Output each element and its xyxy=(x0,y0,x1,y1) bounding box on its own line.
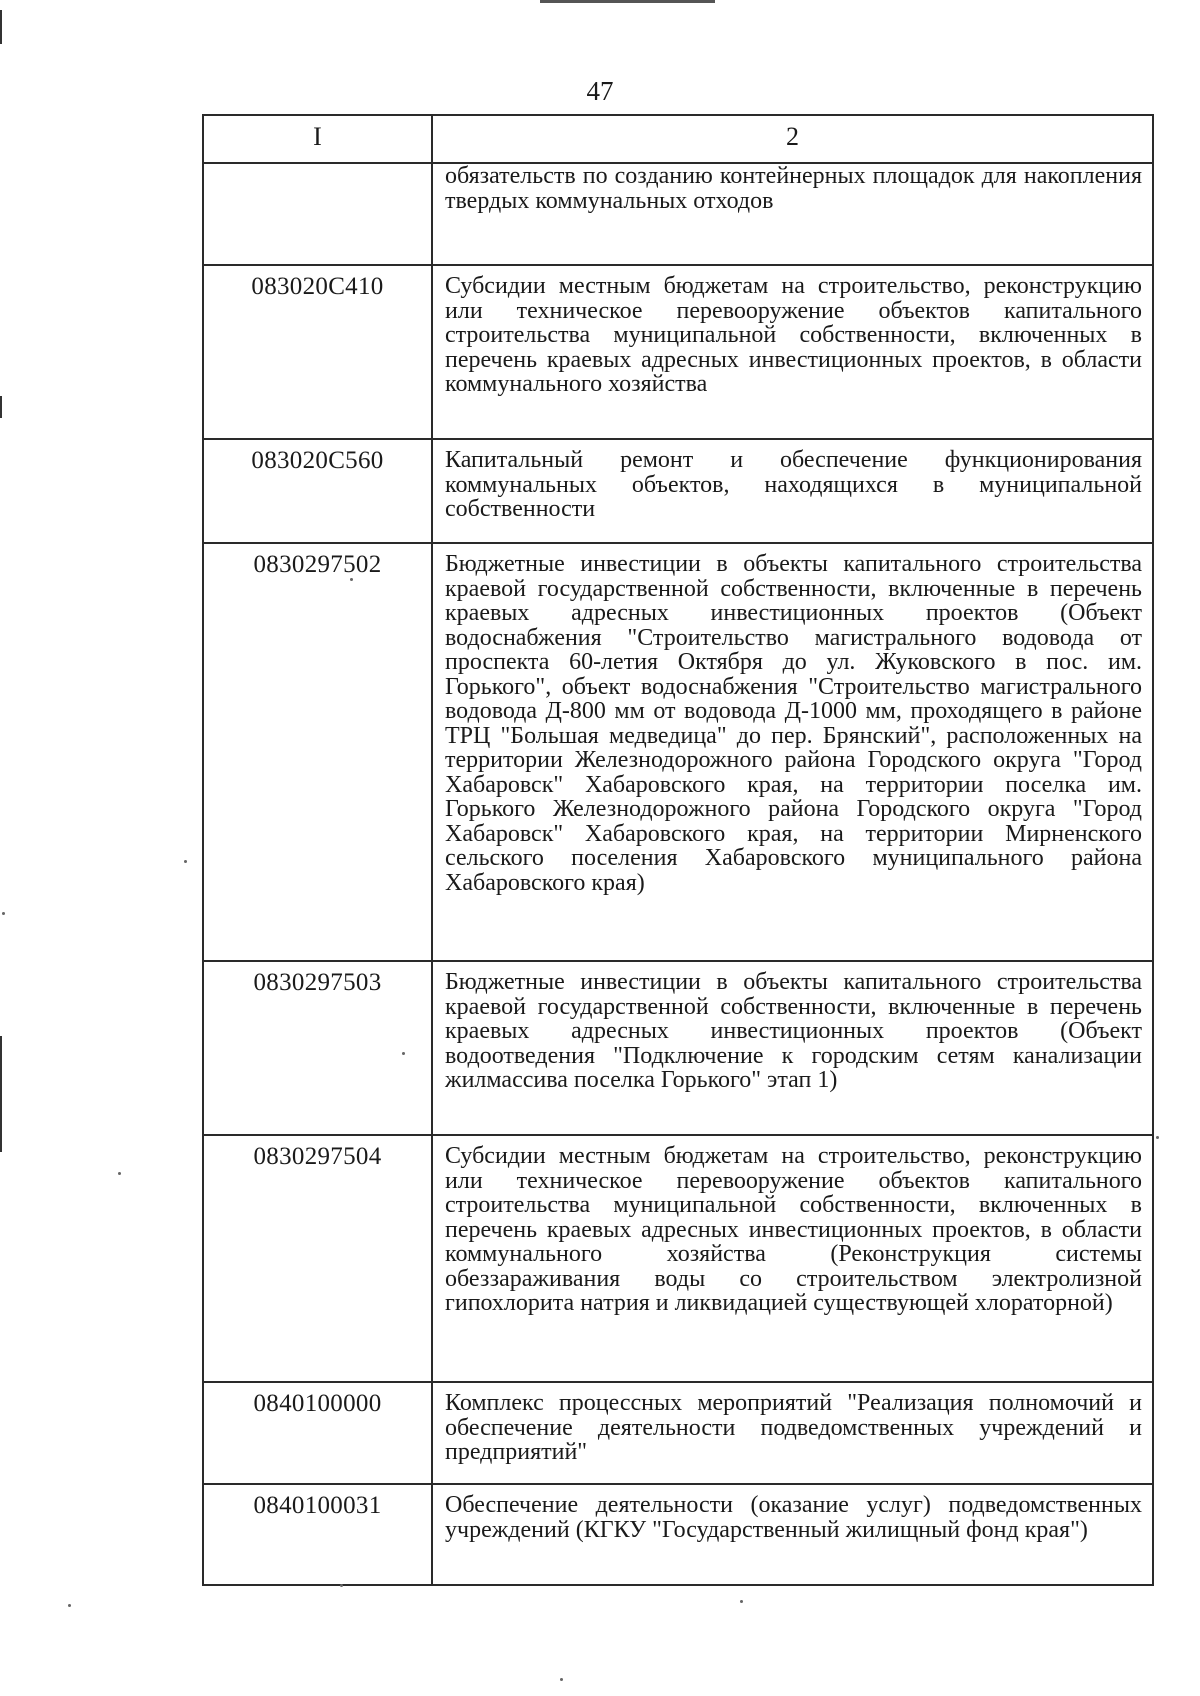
scan-dust-dot xyxy=(1156,1136,1159,1139)
scan-edge-mark xyxy=(0,396,2,418)
table-row xyxy=(203,1484,1153,1585)
table-row xyxy=(203,961,1153,1135)
budget-codes-table xyxy=(202,114,1154,1586)
scan-edge-mark xyxy=(0,1036,2,1152)
table-row xyxy=(203,439,1153,543)
page-number: 47 xyxy=(586,76,614,106)
row-code: 083020С410 xyxy=(203,265,432,439)
row-description: Субсидии местным бюджетам на строительство, реконструкцию или техническое перевооружение объектов капитального строительства муниципальной собственности, включенных в перечень краевых адресных инвестиционных проектов, в области коммунального хозяйства (Реконструкция системы обеззараживания воды со строительством электролизной гипохлорита натрия и ликвидацией существующей хлораторной) xyxy=(432,1135,1153,1382)
row-description: Бюджетные инвестиции в объекты капитального строительства краевой государственной собственности, включенные в перечень краевых адресных инвестиционных проектов (Объект водоотведения "Подключение к городским сетям канализации жилмассива поселка Горького" этап 1) xyxy=(432,961,1153,1135)
row-description: Субсидии местным бюджетам на строительство, реконструкцию или техническое перевооружение объектов капитального строительства муниципальной собственности, включенных в перечень краевых адресных инвестиционных проектов, в области коммунального хозяйства xyxy=(432,265,1153,439)
row-code xyxy=(203,163,432,265)
scan-edge-mark xyxy=(0,10,2,44)
scan-dust-dot xyxy=(340,1584,343,1587)
row-code: 083020С560 xyxy=(203,439,432,543)
table-row xyxy=(203,1135,1153,1382)
column-header-description: 2 xyxy=(432,115,1153,163)
row-code: 0840100000 xyxy=(203,1382,432,1484)
row-code: 0840100031 xyxy=(203,1484,432,1585)
table-row xyxy=(203,163,1153,265)
table-row xyxy=(203,543,1153,961)
scan-dust-dot xyxy=(68,1604,71,1607)
row-description: Капитальный ремонт и обеспечение функционирования коммунальных объектов, находящихся в муниципальной собственности xyxy=(432,439,1153,543)
scan-dust-dot xyxy=(402,1052,405,1055)
scan-dust-dot xyxy=(560,1678,563,1681)
scan-dust-dot xyxy=(740,1600,743,1603)
scan-dust-dot xyxy=(118,1172,121,1175)
row-description: Обеспечение деятельности (оказание услуг) подведомственных учреждений (КГКУ "Государственный жилищный фонд края") xyxy=(432,1484,1153,1585)
scan-dust-dot xyxy=(2,912,5,915)
scan-dust-dot xyxy=(184,860,187,863)
scan-dust-dot xyxy=(350,578,353,581)
row-code: 0830297502 xyxy=(203,543,432,961)
row-description: обязательств по созданию контейнерных площадок для накопления твердых коммунальных отходов xyxy=(432,163,1153,265)
scan-top-rule xyxy=(540,0,715,3)
row-code: 0830297504 xyxy=(203,1135,432,1382)
row-description: Комплекс процессных мероприятий "Реализация полномочий и обеспечение деятельности подведомственных учреждений и предприятий" xyxy=(432,1382,1153,1484)
row-description: Бюджетные инвестиции в объекты капитального строительства краевой государственной собственности, включенные в перечень краевых адресных инвестиционных проектов (Объект водоснабжения "Строительство магистрального водовода от проспекта 60-летия Октября до ул. Жуковского в пос. им. Горького", объект водоснабжения "Строительство магистрального водовода Д-800 мм от водовода Д-1000 мм, проходящего в районе ТРЦ "Большая медведица" до пер. Брянский", расположенных на территории Железнодорожного района Городского округа "Город Хабаровск" Хабаровского края, на территории поселка им. Горького Железнодорожного района Городского округа "Город Хабаровск" Хабаровского края, на территории Мирненского сельского поселения Хабаровского муниципального района Хабаровского края) xyxy=(432,543,1153,961)
row-code: 0830297503 xyxy=(203,961,432,1135)
column-header-code: I xyxy=(203,115,432,163)
table-row xyxy=(203,1382,1153,1484)
table-row xyxy=(203,265,1153,439)
table-header-row xyxy=(203,115,1153,163)
